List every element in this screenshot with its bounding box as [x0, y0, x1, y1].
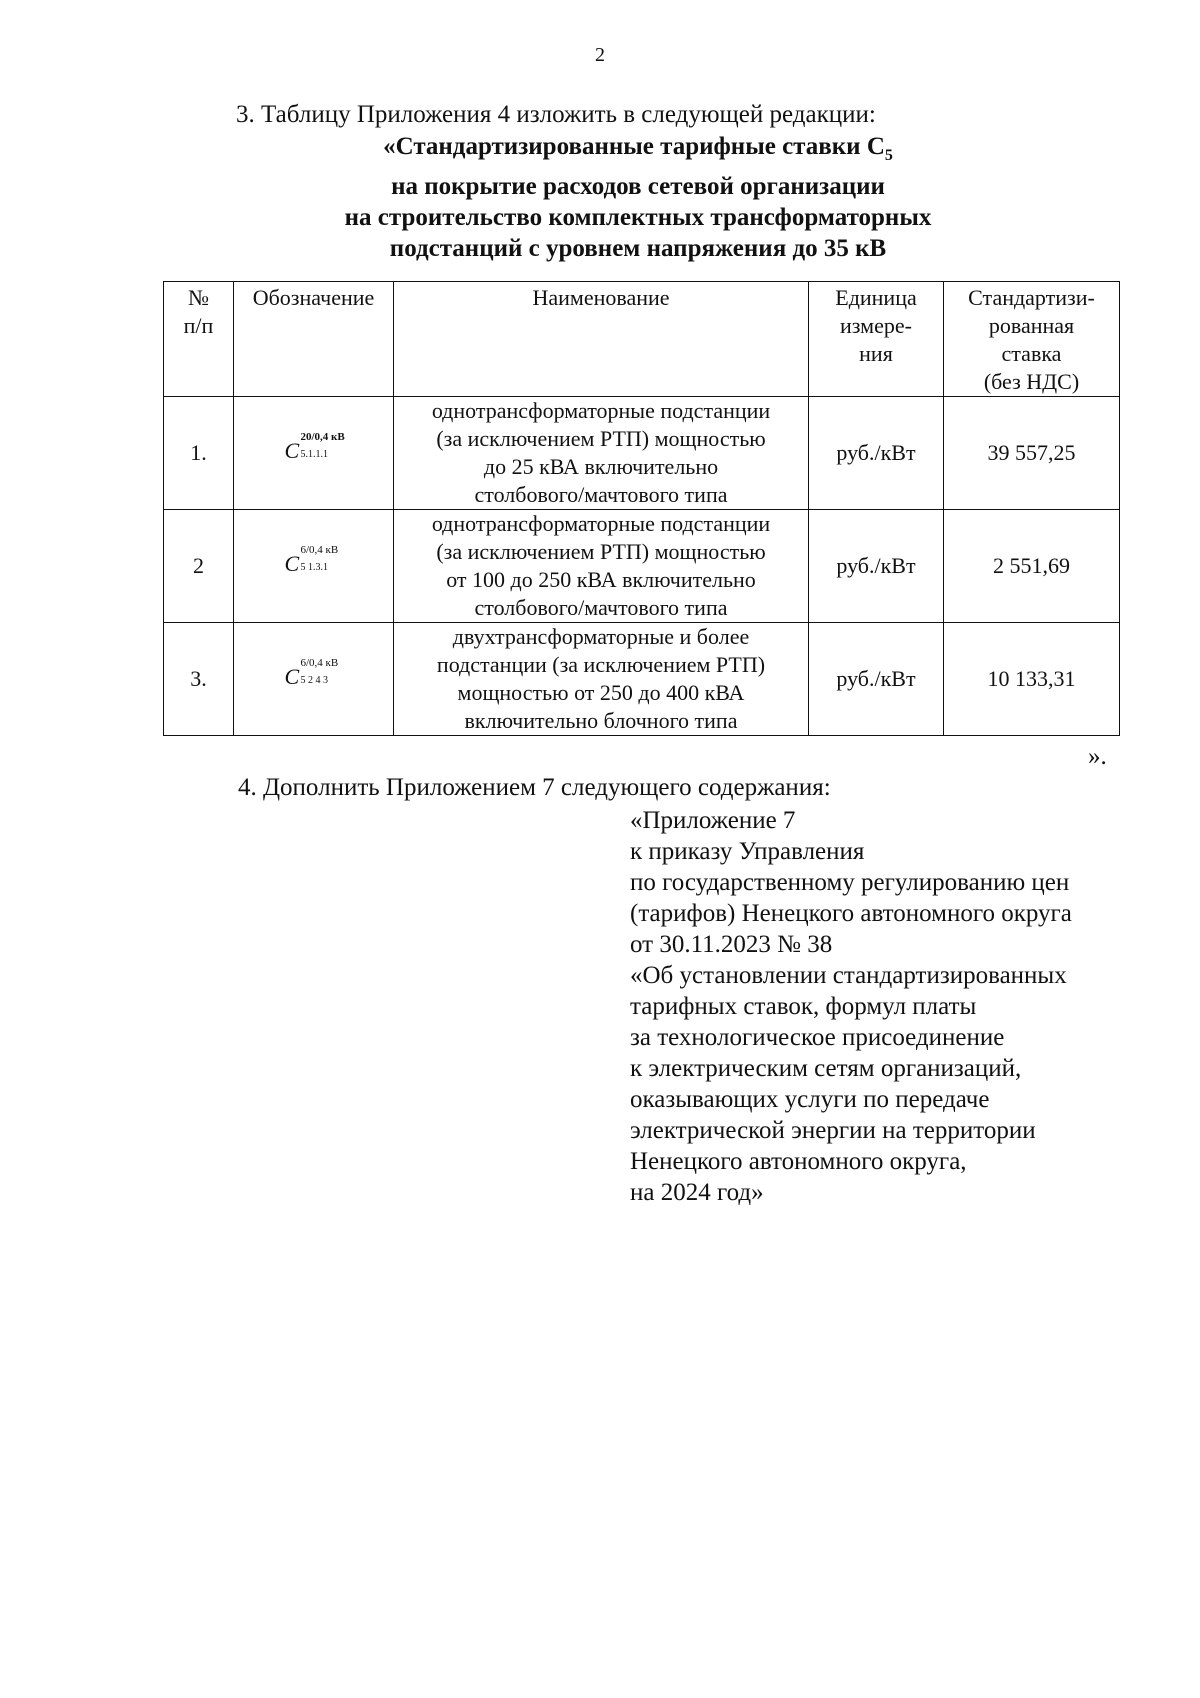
title-line-2: на покрытие расходов сетевой организации — [391, 173, 885, 200]
rate-symbol: C 6/0,4 кВ 5 1.3.1 — [234, 510, 394, 623]
rate-symbol: C 20/0,4 кВ 5.1.1.1 — [234, 397, 394, 510]
header-no: № п/п — [164, 282, 234, 397]
row-rate: 10 133,31 — [944, 623, 1120, 736]
row-unit: руб./кВт — [809, 397, 944, 510]
item-4-text: 4. Дополнить Приложением 7 следующего содержания: — [238, 774, 831, 801]
appendix-line: к приказу Управления — [630, 838, 865, 865]
item-3-text: 3. Таблицу Приложения 4 изложить в следующей редакции: — [236, 101, 876, 128]
row-name: однотрансформаторные подстанции (за исключением РТП) мощностью до 25 кВА включительно столбового/мачтового типа — [394, 397, 809, 510]
header-rate: Стандартизи- рованная ставка (без НДС) — [944, 282, 1120, 397]
page-number: 2 — [595, 44, 605, 66]
row-unit: руб./кВт — [809, 623, 944, 736]
rate-symbol: C 6/0,4 кВ 5 2 4 3 — [234, 623, 394, 736]
closing-quote: ». — [1088, 743, 1107, 770]
appendix-line: от 30.11.2023 № 38 — [630, 931, 833, 958]
title-line-1: «Стандартизированные тарифные ставки $C_5$ — [383, 133, 893, 164]
row-number: 1. — [164, 397, 234, 510]
table-row — [164, 623, 1120, 736]
appendix-line: электрической энергии на территории — [630, 1117, 1036, 1144]
row-name: двухтрансформаторные и более подстанции (за исключением РТП) мощностью от 250 до 400 кВА включительно блочного типа — [394, 623, 809, 736]
title-line-4: подстанций с уровнем напряжения до 35 кВ — [389, 235, 887, 262]
table-header-row — [164, 282, 1120, 397]
table-row — [164, 397, 1120, 510]
appendix-line: на 2024 год» — [630, 1179, 764, 1206]
rates-table — [163, 281, 1120, 736]
appendix-line: по государственному регулированию цен — [630, 869, 1070, 896]
appendix-7-header — [630, 805, 1072, 1208]
appendix-line: оказывающих услуги по передаче — [630, 1086, 990, 1113]
row-rate: 39 557,25 — [944, 397, 1120, 510]
appendix-line: тарифных ставок, формул платы — [630, 993, 977, 1020]
appendix-line: «Приложение 7 — [630, 807, 796, 834]
table-row — [164, 510, 1120, 623]
appendix-line: «Об установлении стандартизированных — [630, 962, 1067, 989]
row-number: 2 — [164, 510, 234, 623]
header-unit: Единица измере- ния — [809, 282, 944, 397]
row-number: 3. — [164, 623, 234, 736]
header-name: Наименование — [394, 282, 809, 397]
appendix-line: за технологическое присоединение — [630, 1024, 1005, 1051]
row-rate: 2 551,69 — [944, 510, 1120, 623]
table-title — [238, 131, 1038, 264]
title-line-3: на строительство комплектных трансформаторных — [344, 204, 932, 231]
row-unit: руб./кВт — [809, 510, 944, 623]
appendix-line: (тарифов) Ненецкого автономного округа — [630, 900, 1072, 927]
row-name: однотрансформаторные подстанции (за исключением РТП) мощностью от 100 до 250 кВА включительно столбового/мачтового типа — [394, 510, 809, 623]
appendix-line: Ненецкого автономного округа, — [630, 1148, 967, 1175]
appendix-line: к электрическим сетям организаций, — [630, 1055, 1022, 1082]
header-code: Обозначение — [234, 282, 394, 397]
